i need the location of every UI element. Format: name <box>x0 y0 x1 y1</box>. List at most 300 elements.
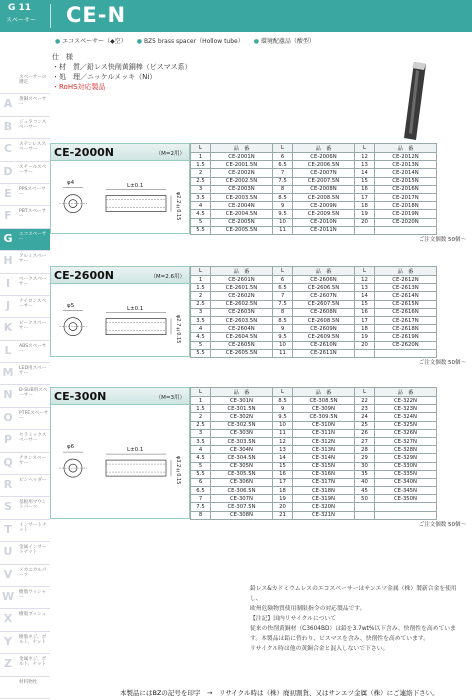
footnote-line: 鉛レス&カドミウムレスのエコスペーサーはサンエツ金属（株）製新合金を使用し、 <box>250 586 457 602</box>
part-number-cell: CE-313N <box>293 446 355 454</box>
col-header-part: 品 番 <box>211 144 273 153</box>
table-row <box>191 177 437 185</box>
length-cell: 13 <box>355 284 375 292</box>
part-number-cell: CE-330N <box>375 462 437 470</box>
length-cell: 45 <box>355 487 375 495</box>
sidebar-label: 金属インサートナット <box>19 545 47 556</box>
col-header-l: L <box>273 267 293 276</box>
length-cell: 2 <box>191 292 211 300</box>
length-cell: 17 <box>355 193 375 201</box>
table-row <box>191 397 437 405</box>
sidebar-letter: L <box>4 343 12 357</box>
order-quantity-note: ご注文個数 50個〜 <box>418 237 466 244</box>
part-number-cell: CE-2616N <box>375 308 437 316</box>
attribute-list <box>55 36 315 45</box>
rohs-line: ・RoHS対応製品 <box>52 83 106 91</box>
part-number-cell: CE-2605.5N <box>211 349 273 357</box>
length-cell: 29 <box>355 454 375 462</box>
sidebar-item[interactable] <box>0 430 50 452</box>
col-header-l: L <box>191 144 211 153</box>
length-cell: 15 <box>355 300 375 308</box>
part-number-cell: CE-2020N <box>375 218 437 226</box>
part-table <box>190 266 437 358</box>
sidebar-label: ナイロンスペーサー <box>19 298 47 309</box>
part-number-cell: CE-2601N <box>211 276 273 284</box>
part-number-cell: CE-2614N <box>375 292 437 300</box>
sidebar-item[interactable] <box>0 274 50 296</box>
part-number-cell: CE-321N <box>293 511 355 519</box>
part-number-cell: CE-2608.5N <box>293 316 355 324</box>
table-row <box>191 470 437 478</box>
table-row <box>191 210 437 218</box>
length-cell: 22 <box>355 397 375 405</box>
part-number-cell: CE-327N <box>375 437 437 445</box>
attribute-item: ● BZ5 brass spacer（Hollow tube） <box>137 36 244 45</box>
part-number-cell <box>375 226 437 234</box>
part-number-cell: CE-2603N <box>211 308 273 316</box>
part-number-cell: CE-2012N <box>375 153 437 161</box>
length-cell: 16 <box>355 308 375 316</box>
length-cell: 15 <box>273 462 293 470</box>
part-number-cell: CE-2003.5N <box>211 193 273 201</box>
part-number-cell: CE-2013N <box>375 161 437 169</box>
part-number-cell: CE-2609.5N <box>293 333 355 341</box>
dimension-drawing <box>50 284 190 357</box>
order-quantity-note: ご注文個数 50個〜 <box>418 360 466 367</box>
sidebar-item[interactable] <box>0 542 50 564</box>
length-cell: 20 <box>355 341 375 349</box>
part-number-cell: CE-2006.5N <box>293 161 355 169</box>
col-header-l: L <box>355 144 375 153</box>
sidebar-item[interactable] <box>0 341 50 363</box>
length-cell: 40 <box>355 478 375 486</box>
length-cell: 3.5 <box>191 193 211 201</box>
table-row <box>191 429 437 437</box>
sidebar-item[interactable] <box>0 587 50 609</box>
table-row <box>191 325 437 333</box>
part-number-cell: CE-2016N <box>375 185 437 193</box>
length-cell: 7 <box>191 495 211 503</box>
length-cell: 7.5 <box>273 177 293 185</box>
part-number-cell: CE-308.5N <box>293 397 355 405</box>
inner-diameter: φ2.2±0.15 <box>175 191 181 220</box>
sidebar-letter: Q <box>3 455 13 469</box>
length-cell: 8.5 <box>273 193 293 201</box>
thread-size: （M=3用） <box>155 395 185 401</box>
sidebar-label: ピンヘッダー <box>19 478 47 484</box>
length-cell: 15 <box>355 177 375 185</box>
sidebar-letter: F <box>4 209 12 223</box>
length-cell: 21 <box>273 511 293 519</box>
length-cell: 3 <box>191 308 211 316</box>
length-cell: 6 <box>273 276 293 284</box>
sidebar-letter: S <box>4 500 12 514</box>
length-cell: 6.5 <box>273 161 293 169</box>
length-cell: 5 <box>191 462 211 470</box>
length-cell: 8.5 <box>273 316 293 324</box>
section-subtitle: スペーサー <box>6 17 37 24</box>
part-table <box>190 387 437 520</box>
length-cell <box>355 511 375 519</box>
part-number-cell: CE-2620N <box>375 341 437 349</box>
section-heading <box>50 266 190 284</box>
part-number-cell: CE-2019N <box>375 210 437 218</box>
length-cell: 3.5 <box>191 316 211 324</box>
length-cell: 4 <box>191 202 211 210</box>
table-row <box>191 193 437 201</box>
length-cell: 13 <box>355 161 375 169</box>
sidebar-letter: R <box>3 478 13 492</box>
length-cell <box>355 349 375 357</box>
col-header-part: 品 番 <box>375 144 437 153</box>
length-cell: 9 <box>273 202 293 210</box>
sidebar-item[interactable] <box>0 677 50 699</box>
sidebar-label: 黄銅スペーサー <box>19 97 47 108</box>
part-number-cell: CE-315N <box>293 462 355 470</box>
length-cell: 11 <box>273 349 293 357</box>
length-cell: 2.5 <box>191 177 211 185</box>
col-header-part: 品 番 <box>211 267 273 276</box>
table-row <box>191 218 437 226</box>
length-cell: 18 <box>355 325 375 333</box>
part-number-cell: CE-308N <box>211 511 273 519</box>
length-cell: 16 <box>355 185 375 193</box>
table-row <box>191 169 437 177</box>
length-cell: 4.5 <box>191 454 211 462</box>
part-number-cell: CE-2611N <box>293 349 355 357</box>
part-number-cell: CE-2608N <box>293 308 355 316</box>
table-row <box>191 300 437 308</box>
sidebar-letter: E <box>4 186 12 200</box>
sidebar-label: PPSスペーサー <box>19 186 46 197</box>
part-number-cell: CE-2018N <box>375 202 437 210</box>
drawing-svg <box>51 161 189 234</box>
part-number-cell: CE-328N <box>375 446 437 454</box>
length-cell: 7.5 <box>191 503 211 511</box>
part-number-cell: CE-324N <box>375 413 437 421</box>
table-row <box>191 421 437 429</box>
sidebar-label: スペーサーの選定 <box>19 75 47 85</box>
length-cell: 20 <box>355 218 375 226</box>
length-cell: 50 <box>355 495 375 503</box>
footnote-line: 【注記】国内リサイクルについて <box>250 616 337 622</box>
part-number-cell: CE-302.5N <box>211 421 273 429</box>
sidebar-item[interactable] <box>0 632 50 654</box>
length-cell: 10 <box>273 421 293 429</box>
length-cell: 1 <box>191 153 211 161</box>
length-cell: 11 <box>273 429 293 437</box>
length-cell <box>355 503 375 511</box>
part-number-cell <box>375 349 437 357</box>
sidebar-item[interactable] <box>0 654 50 676</box>
sidebar-item[interactable] <box>0 139 50 161</box>
part-number-cell: CE-323N <box>375 405 437 413</box>
part-number-cell: CE-2017N <box>375 193 437 201</box>
table-row <box>191 185 437 193</box>
part-number-cell: CE-350N <box>375 495 437 503</box>
length-cell: 5 <box>191 218 211 226</box>
part-number-cell: CE-2007.5N <box>293 177 355 185</box>
col-header-part: 品 番 <box>211 388 273 397</box>
table-row <box>191 202 437 210</box>
col-header-l: L <box>355 388 375 397</box>
part-number-cell: CE-2009.5N <box>293 210 355 218</box>
footnote-line: 従来の快削黄銅材（C3604BD）は鉛を3.7wt%以下含み、快削性を高めています。本製品は鉛に替わり、ビスマスを含み、快削性を高めています。 <box>250 626 456 642</box>
part-number-cell: CE-306N <box>211 478 273 486</box>
sidebar-item[interactable] <box>0 363 50 385</box>
part-number-cell: CE-2001.5N <box>211 161 273 169</box>
length-cell: 26 <box>355 429 375 437</box>
sidebar-item[interactable] <box>0 408 50 430</box>
length-cell: 2 <box>191 413 211 421</box>
sidebar-item[interactable] <box>0 251 50 273</box>
series-name: CE-300N <box>54 390 107 403</box>
part-number-cell: CE-2602.5N <box>211 300 273 308</box>
length-cell: 1.5 <box>191 161 211 169</box>
col-header-l: L <box>355 267 375 276</box>
spec-block <box>52 52 192 92</box>
length-cell: 1 <box>191 397 211 405</box>
length-cell: 20 <box>273 503 293 511</box>
table-row <box>191 405 437 413</box>
length-cell: 17 <box>273 478 293 486</box>
sidebar-letter: G <box>3 231 13 245</box>
col-header-l: L <box>273 144 293 153</box>
sidebar-item[interactable] <box>0 72 50 94</box>
sidebar-label: エコスペーサー <box>19 231 47 242</box>
part-number-cell: CE-2607.5N <box>293 300 355 308</box>
header-divider <box>50 4 51 28</box>
section-heading <box>50 387 190 405</box>
table-header-row <box>191 388 437 397</box>
sidebar-label: インサートナット <box>19 522 47 533</box>
table-row <box>191 153 437 161</box>
outer-diameter: φ5 <box>67 302 75 309</box>
length-cell: 19 <box>355 210 375 218</box>
length-cell: 14 <box>273 454 293 462</box>
sidebar-letter <box>2 75 14 89</box>
sidebar-label: PBTスペーサー <box>19 209 47 220</box>
length-cell: 1 <box>191 276 211 284</box>
length-cell: 3 <box>191 429 211 437</box>
spec-heading: 仕 様 <box>52 53 73 61</box>
col-header-l: L <box>191 267 211 276</box>
part-number-cell: CE-2007N <box>293 169 355 177</box>
table-row <box>191 462 437 470</box>
sidebar-label: PTFEスペーサー <box>19 410 49 421</box>
part-number-cell: CE-2604.5N <box>211 333 273 341</box>
series-name: CE-2600N <box>54 269 114 282</box>
length-label: L±0.1 <box>127 182 144 189</box>
part-number-cell: CE-314N <box>293 454 355 462</box>
table-row <box>191 341 437 349</box>
part-number-cell: CE-2619N <box>375 333 437 341</box>
length-cell: 28 <box>355 446 375 454</box>
outer-diameter: φ6 <box>67 444 75 451</box>
sidebar-letter: P <box>3 433 13 447</box>
length-cell: 10 <box>273 218 293 226</box>
thread-size: （M=2.6用） <box>150 274 185 280</box>
part-number-cell: CE-2006N <box>293 153 355 161</box>
length-label: L±0.1 <box>127 447 144 454</box>
sidebar-label: LED用スペーサー <box>19 366 47 377</box>
page-title: CE-N <box>66 3 127 27</box>
sidebar-letter: U <box>3 545 13 559</box>
part-number-cell: CE-2609N <box>293 325 355 333</box>
page-header <box>0 0 472 32</box>
sidebar-label: ベークスペーサー <box>19 276 47 287</box>
sidebar-label: ステンレススペーサー <box>19 142 46 153</box>
part-number-cell: CE-2004.5N <box>211 210 273 218</box>
length-cell: 30 <box>355 462 375 470</box>
part-number-cell: CE-2603.5N <box>211 316 273 324</box>
length-cell: 24 <box>355 413 375 421</box>
thread-size: （M=2用） <box>155 151 185 157</box>
length-cell: 19 <box>273 495 293 503</box>
sidebar-label: D-SUB用スペーサー <box>19 388 48 399</box>
length-cell: 1.5 <box>191 405 211 413</box>
footnote-line: 欧州危険物質使用制限指令の対応製品です。 <box>250 606 366 612</box>
part-number-cell: CE-2008.5N <box>293 193 355 201</box>
part-number-cell: CE-306.5N <box>211 487 273 495</box>
sidebar-item[interactable] <box>0 117 50 139</box>
length-cell: 9.5 <box>273 333 293 341</box>
length-cell: 19 <box>355 333 375 341</box>
part-number-cell: CE-2605N <box>211 341 273 349</box>
part-number-cell: CE-2008N <box>293 185 355 193</box>
sidebar-item[interactable] <box>0 296 50 318</box>
sidebar-item[interactable] <box>0 206 50 228</box>
length-cell: 6.5 <box>191 487 211 495</box>
table-header-row <box>191 267 437 276</box>
sidebar-letter: A <box>3 97 13 111</box>
sidebar-item[interactable] <box>0 184 50 206</box>
sidebar-label: セラミックスペーサー <box>19 433 47 444</box>
table-row <box>191 284 437 292</box>
length-cell: 8 <box>273 308 293 316</box>
sidebar-letter <box>2 680 14 694</box>
length-cell: 12 <box>355 153 375 161</box>
length-cell: 18 <box>273 487 293 495</box>
length-cell: 3 <box>191 185 211 193</box>
part-number-cell: CE-2607N <box>293 292 355 300</box>
col-header-l: L <box>191 388 211 397</box>
section-code: G 11 <box>8 3 32 13</box>
part-number-cell: CE-304N <box>211 446 273 454</box>
part-number-cell: CE-2618N <box>375 325 437 333</box>
part-number-cell: CE-304.5N <box>211 454 273 462</box>
part-number-cell: CE-2602N <box>211 292 273 300</box>
length-cell: 5.5 <box>191 226 211 234</box>
sidebar-item[interactable] <box>0 318 50 340</box>
part-number-cell: CE-310N <box>293 421 355 429</box>
length-cell: 17 <box>355 316 375 324</box>
table-row <box>191 308 437 316</box>
sidebar-item[interactable] <box>0 565 50 587</box>
length-cell: 5 <box>191 341 211 349</box>
sidebar-letter: J <box>5 298 11 312</box>
sidebar-item[interactable] <box>0 475 50 497</box>
part-number-cell: CE-2010N <box>293 218 355 226</box>
sidebar-label: ジュラコンスペーサー <box>19 119 47 130</box>
sidebar-letter: T <box>4 522 12 536</box>
sidebar-item[interactable] <box>0 520 50 542</box>
part-number-cell: CE-335N <box>375 470 437 478</box>
part-number-cell: CE-329N <box>375 454 437 462</box>
length-cell: 1.5 <box>191 284 211 292</box>
length-cell: 18 <box>355 202 375 210</box>
sidebar-item[interactable] <box>0 94 50 116</box>
part-number-cell: CE-2604N <box>211 325 273 333</box>
length-cell: 2 <box>191 169 211 177</box>
part-number-cell: CE-2002.5N <box>211 177 273 185</box>
spec-line: ・材 質／鉛レス快削黄銅棒（ビスマス系） <box>52 63 192 71</box>
attribute-item: ● エコスペーサー（◆空） <box>55 36 127 45</box>
part-number-cell <box>375 503 437 511</box>
part-number-cell: CE-307N <box>211 495 273 503</box>
length-cell: 8.5 <box>273 397 293 405</box>
part-number-cell: CE-2011N <box>293 226 355 234</box>
sidebar-letter: Z <box>4 657 12 671</box>
sidebar-item[interactable] <box>0 229 50 251</box>
length-cell: 14 <box>355 169 375 177</box>
length-cell: 3.5 <box>191 437 211 445</box>
length-cell: 11 <box>273 226 293 234</box>
part-number-cell: CE-307.5N <box>211 503 273 511</box>
sidebar <box>0 72 50 699</box>
sidebar-letter: D <box>3 164 13 178</box>
table-header-row <box>191 144 437 153</box>
sidebar-letter: N <box>3 388 13 402</box>
sidebar-item[interactable] <box>0 609 50 631</box>
product-photo <box>402 60 432 142</box>
sidebar-label: 樹脂ワッシャー <box>19 589 47 600</box>
col-header-part: 品 番 <box>375 388 437 397</box>
sidebar-letter: C <box>3 142 13 156</box>
part-number-cell: CE-2005N <box>211 218 273 226</box>
sidebar-item[interactable] <box>0 497 50 519</box>
table-row <box>191 333 437 341</box>
part-number-cell: CE-2601.5N <box>211 284 273 292</box>
table-row <box>191 503 437 511</box>
part-number-cell: CE-2015N <box>375 177 437 185</box>
length-cell: 13 <box>273 446 293 454</box>
length-cell: 35 <box>355 470 375 478</box>
part-number-cell: CE-303N <box>211 429 273 437</box>
length-cell: 9 <box>273 325 293 333</box>
part-number-cell: CE-317N <box>293 478 355 486</box>
table-row <box>191 454 437 462</box>
sidebar-item[interactable] <box>0 162 50 184</box>
sidebar-item[interactable] <box>0 453 50 475</box>
table-row <box>191 495 437 503</box>
series-name: CE-2000N <box>54 146 114 159</box>
part-number-cell: CE-305.5N <box>211 470 273 478</box>
sidebar-item[interactable] <box>0 385 50 407</box>
length-cell: 2.5 <box>191 421 211 429</box>
table-row <box>191 437 437 445</box>
sidebar-label: 金属ネジ、ボルト、ナット <box>19 657 47 668</box>
sidebar-letter: K <box>3 321 13 335</box>
sidebar-letter: Y <box>4 634 12 648</box>
sidebar-label: 基板用マウントパーツ <box>19 500 47 511</box>
part-number-cell: CE-302N <box>211 413 273 421</box>
part-number-cell: CE-322N <box>375 397 437 405</box>
length-cell: 5.5 <box>191 349 211 357</box>
table-row <box>191 413 437 421</box>
part-number-cell: CE-2613N <box>375 284 437 292</box>
length-label: L±0.1 <box>127 305 144 312</box>
